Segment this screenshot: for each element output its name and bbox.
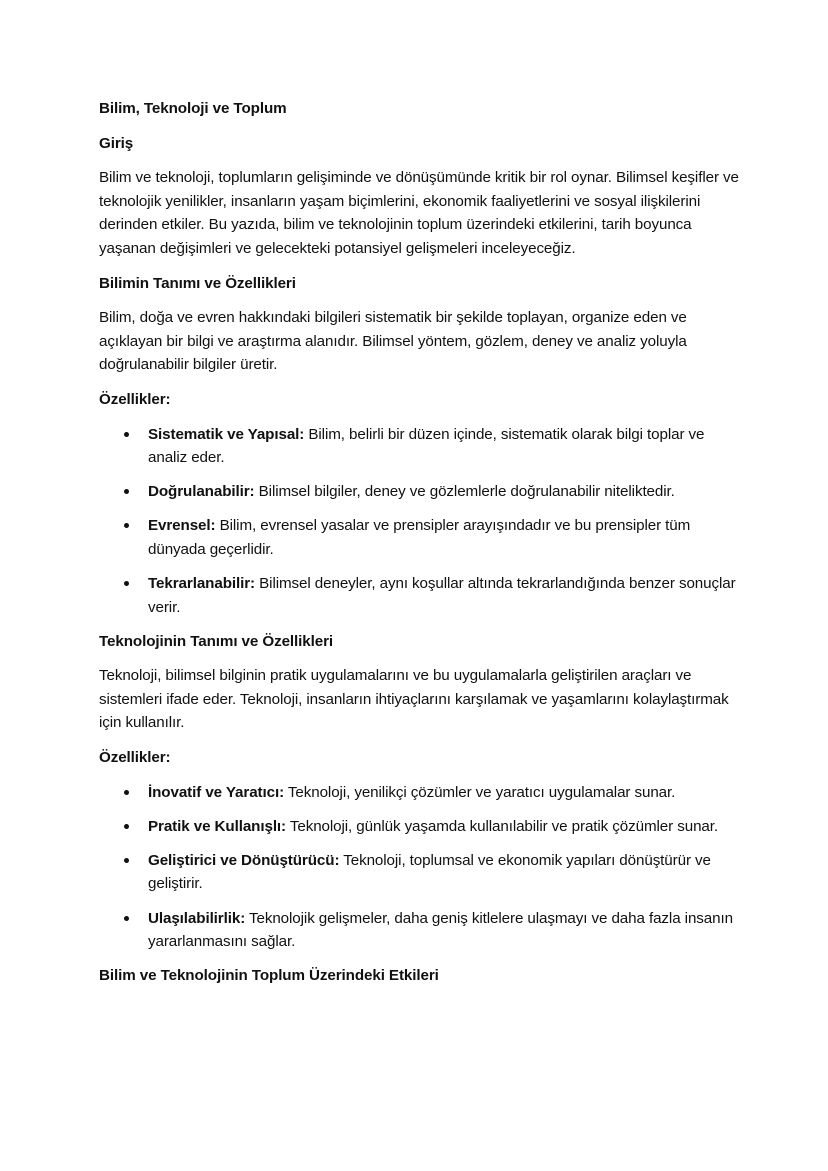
list-item-text: Teknoloji, toplumsal ve ekonomik yapıları dönüştürür ve geliştirir.: [148, 851, 711, 893]
intro-paragraph: Bilim ve teknoloji, toplumların gelişiminde ve dönüşümünde kritik bir rol oynar. Bilimsel keşifler ve teknolojik yenilikler, insanların yaşam biçimlerini, ekonomik faaliyetlerini ve sosyal ilişkilerini derinden etkiler. Bu yazıda, bilim ve teknolojinin toplum üzerindeki etkilerini, tarih boyunca yaşanan değişimleri ve gelecekteki potansiyel gelişmeleri inceleyeceğiz.: [99, 169, 739, 257]
list-item: [99, 423, 739, 470]
bullet-icon: [124, 523, 129, 528]
bilim-features-label: Özellikler:: [99, 390, 171, 408]
list-item-text: Bilimsel bilgiler, deney ve gözlemlerle doğrulanabilir niteliktedir.: [254, 483, 675, 501]
teknoloji-features-list: [99, 781, 739, 954]
list-item-text: Bilim, evrensel yasalar ve prensipler arayışındadır ve bu prensipler tüm dünyada geçerlidir.: [148, 517, 691, 558]
teknoloji-paragraph: Teknoloji, bilimsel bilginin pratik uygulamalarını ve bu uygulamalarla geliştirilen araçları ve sistemleri ifade eder. Teknoloji, insanların ihtiyaçlarını karşılamak ve yaşamlarını kolaylaştırmak için kullanılır.: [99, 667, 729, 732]
section-heading-teknoloji: Teknolojinin Tanımı ve Özellikleri: [99, 632, 334, 650]
list-item: [99, 514, 739, 561]
list-item-text: Teknoloji, günlük yaşamda kullanılabilir ve pratik çözümler sunar.: [286, 817, 719, 835]
list-item: [99, 849, 739, 896]
section-heading-giris: Giriş: [99, 134, 134, 152]
document-page: [99, 97, 739, 999]
section-heading-etkiler: Bilim ve Teknolojinin Toplum Üzerindeki Etkileri: [99, 967, 439, 985]
list-item-text: Bilim, belirli bir düzen içinde, sistematik olarak bilgi toplar ve analiz eder.: [148, 425, 705, 467]
list-item-text: Teknoloji, yenilikçi çözümler ve yaratıcı uygulamalar sunar.: [284, 783, 676, 801]
bullet-icon: [124, 916, 129, 921]
document-title: Bilim, Teknoloji ve Toplum: [99, 100, 287, 117]
bullet-icon: [124, 824, 129, 829]
bullet-icon: [124, 432, 129, 437]
bilim-features-list: [99, 423, 739, 620]
list-item-term: Pratik ve Kullanışlı:: [148, 817, 287, 835]
list-item-term: Ulaşılabilirlik:: [148, 909, 246, 927]
list-item: [99, 815, 739, 839]
list-item-term: Sistematik ve Yapısal:: [148, 425, 305, 443]
section-heading-bilim: Bilimin Tanımı ve Özellikleri: [99, 274, 296, 292]
list-item-term: Doğrulanabilir:: [148, 483, 255, 501]
bullet-icon: [124, 489, 129, 494]
list-item: [99, 781, 739, 805]
bilim-paragraph: Bilim, doğa ve evren hakkındaki bilgileri sistematik bir şekilde toplayan, organize eden ve açıklayan bir bilgi ve araştırma alanıdır. Bilimsel yöntem, gözlem, deney ve analiz yoluyla doğrulanabilir bilgiler üretir.: [99, 309, 687, 374]
teknoloji-features-label: Özellikler:: [99, 749, 171, 767]
list-item: [99, 480, 739, 504]
bullet-icon: [124, 790, 129, 795]
list-item-term: Geliştirici ve Dönüştürücü:: [148, 851, 340, 869]
list-item-term: Evrensel:: [148, 517, 216, 535]
bullet-icon: [124, 858, 129, 863]
list-item: [99, 907, 739, 954]
list-item-text: Teknolojik gelişmeler, daha geniş kitlelere ulaşmayı ve daha fazla insanın yararlanmasını sağlar.: [148, 909, 733, 951]
list-item-term: Tekrarlanabilir:: [148, 575, 256, 592]
list-item-text: Bilimsel deneyler, aynı koşullar altında tekrarlandığında benzer sonuçlar verir.: [148, 575, 736, 616]
list-item-term: İnovatif ve Yaratıcı:: [148, 783, 285, 801]
bullet-icon: [124, 581, 129, 586]
list-item: [99, 572, 739, 619]
